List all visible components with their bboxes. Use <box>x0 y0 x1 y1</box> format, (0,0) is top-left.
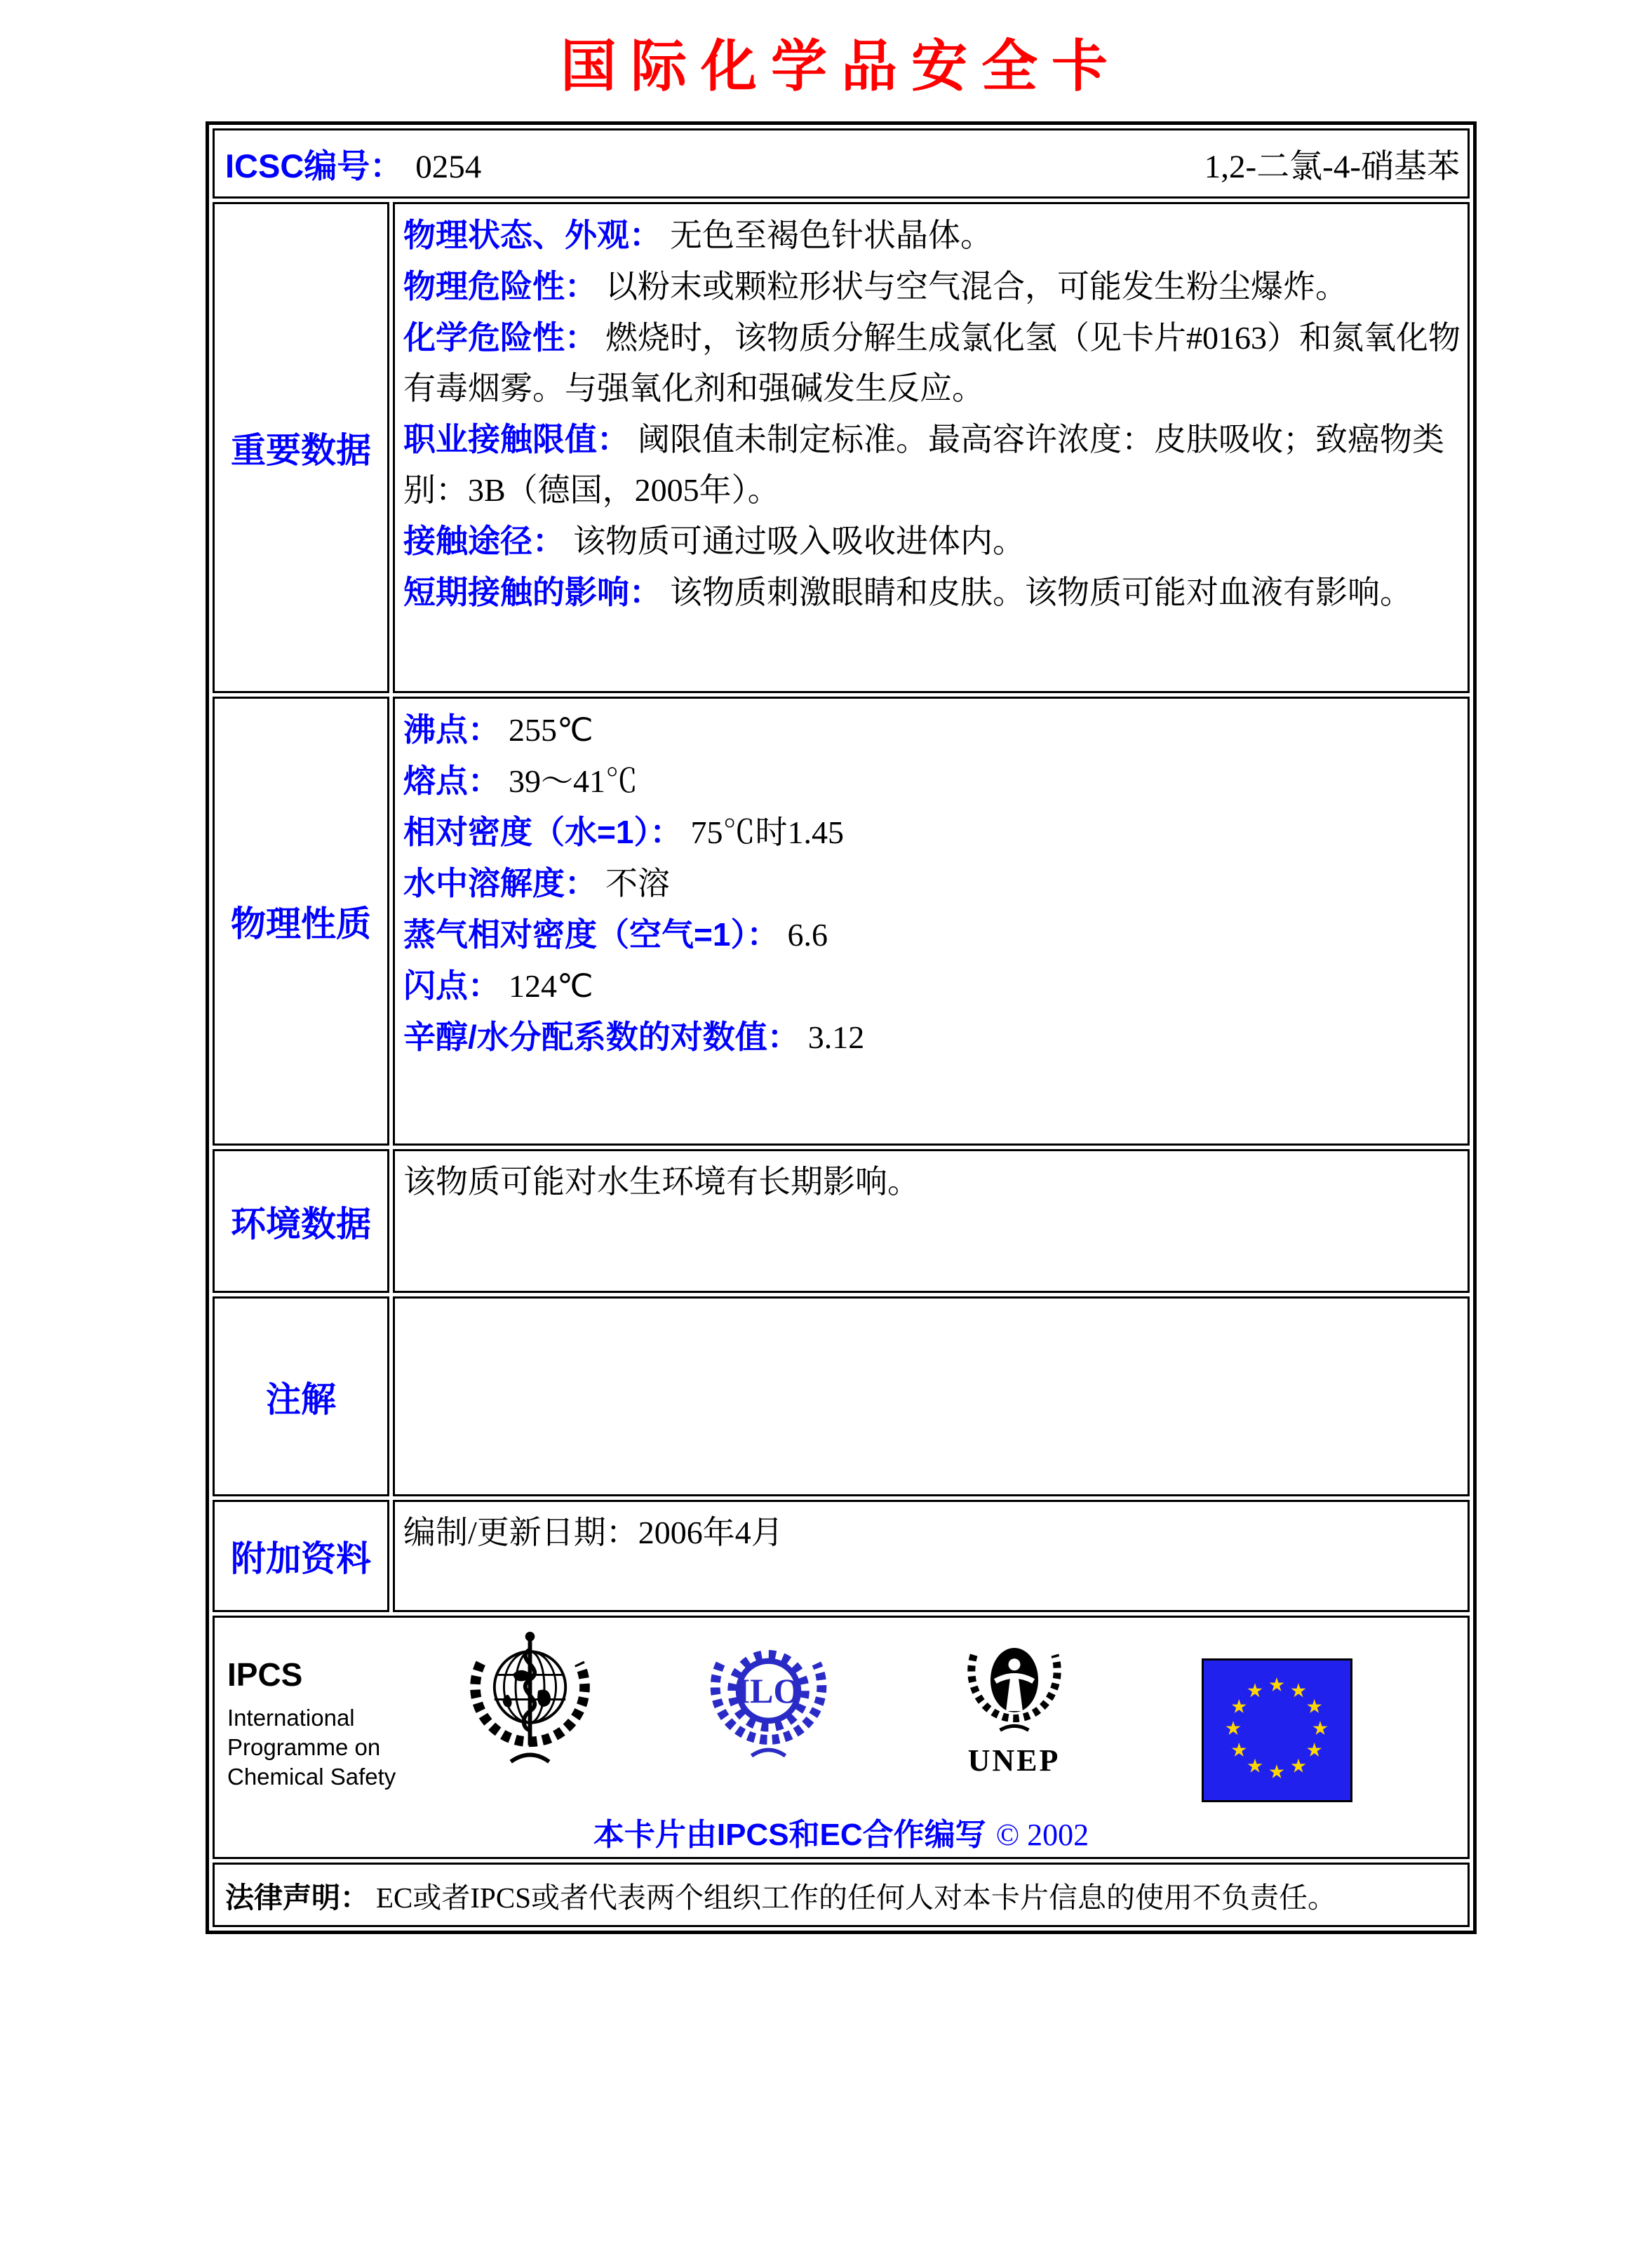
safety-card-table <box>206 121 1477 1934</box>
svg-text:ILO: ILO <box>736 1670 801 1710</box>
environment-text: 该物质可能对水生环境有长期影响。 <box>403 1164 920 1200</box>
icsc-number-label: ICSC编号： <box>225 147 403 185</box>
important-item: 物理危险性： 以粉末或颗粒形状与空气混合，可能发生粉尘爆炸。 <box>403 268 1348 304</box>
icsc-number-value: 0254 <box>415 148 482 185</box>
important-item: 职业接触限值： 阈限值未制定标准。最高容许浓度：皮肤吸收；致癌物类别：3B（德国，2005年）。 <box>403 421 1444 508</box>
physical-item: 闪点： 124℃ <box>403 967 593 1004</box>
important-item: 接触途径： 该物质可通过吸入吸收进体内。 <box>403 523 1025 559</box>
physical-item: 辛醇/水分配系数的对数值： 3.12 <box>403 1019 865 1055</box>
section-label-notes: 注解 <box>213 1296 389 1496</box>
icsc-header-cell <box>213 128 1470 199</box>
ipcs-acronym: IPCS <box>227 1656 303 1693</box>
physical-item: 沸点： 255℃ <box>403 711 593 748</box>
physical-item: 熔点： 39～41℃ <box>403 763 638 799</box>
ipcs-line: Programme on <box>227 1734 381 1760</box>
section-label-environment: 环境数据 <box>213 1149 389 1293</box>
important-item: 短期接触的影响： 该物质刺激眼睛和皮肤。该物质可能对血液有影响。 <box>403 574 1412 610</box>
who-emblem-icon <box>462 1628 598 1771</box>
physical-item: 相对密度（水=1）： 75℃时1.45 <box>403 814 844 850</box>
physical-item: 蒸气相对密度（空气=1）： 6.6 <box>403 916 828 953</box>
cooperation-caption: 本卡片由IPCS和EC合作编写 © 2002 <box>593 1818 1089 1852</box>
physical-item: 水中溶解度： 不溶 <box>403 865 670 901</box>
section-content-additional <box>393 1500 1470 1612</box>
section-content-notes <box>393 1296 1470 1496</box>
unep-wordmark: UNEP <box>967 1743 1061 1778</box>
chemical-name: 1,2-二氯-4-硝基苯 <box>1204 148 1460 185</box>
additional-text: 编制/更新日期：2006年4月 <box>403 1515 784 1550</box>
page-title: 国际化学品安全卡 <box>560 36 1122 98</box>
section-label-additional: 附加资料 <box>213 1500 389 1612</box>
ipcs-line: International <box>227 1705 355 1731</box>
section-content-environment <box>393 1149 1470 1293</box>
ipcs-text-block <box>227 1628 417 1792</box>
unep-emblem-icon <box>955 1628 1074 1743</box>
logos-row <box>213 1616 1470 1859</box>
section-content-physical <box>393 697 1470 1146</box>
important-item: 化学危险性： 燃烧时，该物质分解生成氯化氢（见卡片#0163）和氮氧化物有毒烟雾。与强氧化剂和强碱发生反应。 <box>403 319 1460 406</box>
ipcs-line: Chemical Safety <box>227 1764 396 1790</box>
unep-logo-block <box>946 1628 1082 1778</box>
icsc-number-group <box>225 140 481 187</box>
section-label-important: 重要数据 <box>213 202 389 693</box>
legal-label: 法律声明： <box>225 1881 369 1914</box>
legal-text: EC或者IPCS或者代表两个组织工作的任何人对本卡片信息的使用不负责任。 <box>376 1881 1336 1914</box>
ilo-emblem-icon <box>704 1628 833 1768</box>
important-item: 物理状态、外观： 无色至褐色针状晶体。 <box>403 217 993 253</box>
eu-flag-icon <box>1202 1658 1352 1802</box>
section-label-physical: 物理性质 <box>213 697 389 1146</box>
legal-row <box>213 1863 1470 1927</box>
section-content-important <box>393 202 1470 693</box>
